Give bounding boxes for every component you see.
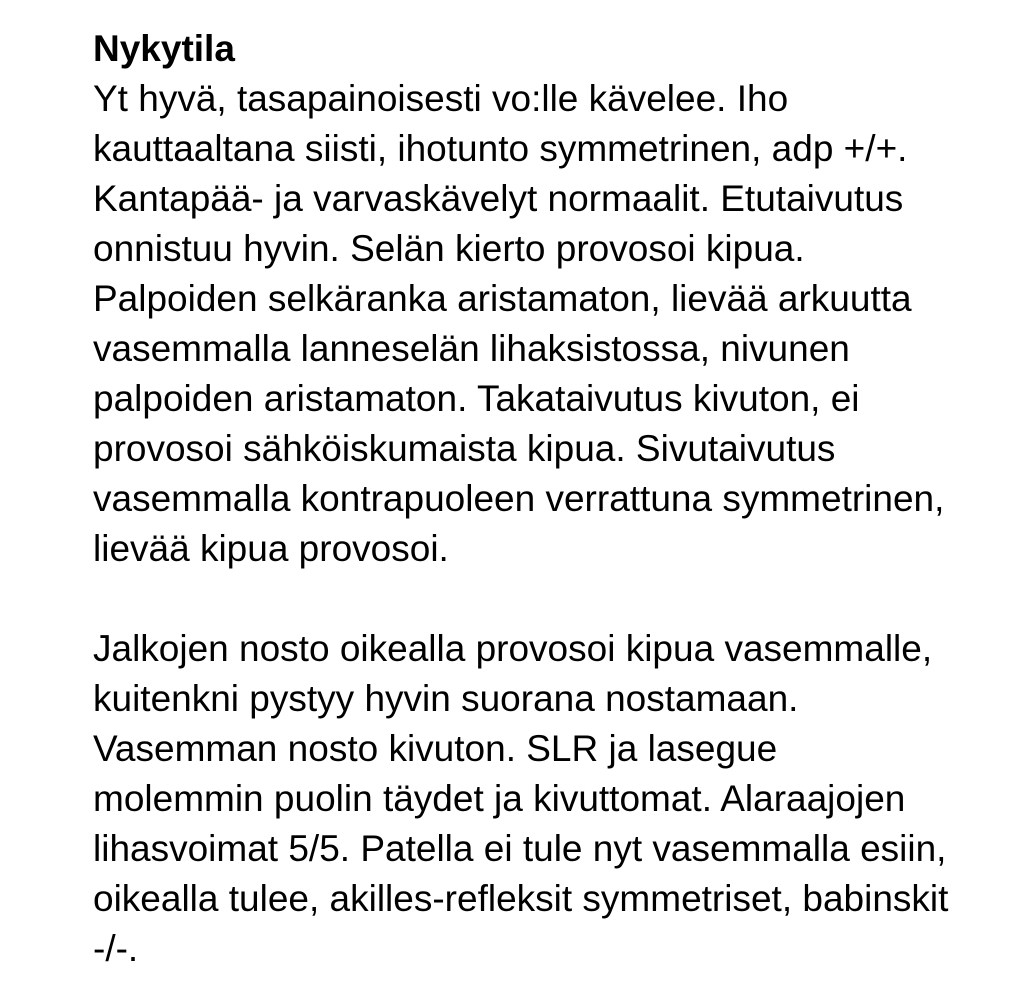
text-line: molemmin puolin täydet ja kivuttomat. Alaraajojen bbox=[93, 778, 906, 819]
paragraph-exam-findings bbox=[93, 74, 1022, 574]
text-line: vasemmalla lanneselän lihaksistossa, nivunen bbox=[93, 328, 850, 369]
text-line: oikealla tulee, akilles-refleksit symmetriset, babinskit bbox=[93, 878, 949, 919]
text-line: Yt hyvä, tasapainoisesti vo:lle kävelee. Iho bbox=[93, 78, 789, 119]
text-line: palpoiden aristamaton. Takataivutus kivuton, ei bbox=[93, 378, 860, 419]
text-line: Vasemman nosto kivuton. SLR ja lasegue bbox=[93, 728, 778, 769]
paragraph-leg-raise-findings bbox=[93, 624, 1022, 974]
text-line: lievää kipua provosoi. bbox=[93, 528, 449, 569]
text-line: Jalkojen nosto oikealla provosoi kipua vasemmalle, bbox=[93, 628, 933, 669]
text-line: kauttaaltana siisti, ihotunto symmetrinen, adp +/+. bbox=[93, 128, 908, 169]
text-line: Kantapää- ja varvaskävelyt normaalit. Etutaivutus bbox=[93, 178, 904, 219]
text-line: lihasvoimat 5/5. Patella ei tule nyt vasemmalla esiin, bbox=[93, 828, 947, 869]
section-title: Nykytila bbox=[93, 28, 235, 69]
text-line: onnistuu hyvin. Selän kierto provosoi kipua. bbox=[93, 228, 805, 269]
text-line: vasemmalla kontrapuoleen verrattuna symmetrinen, bbox=[93, 478, 945, 519]
text-line: provosoi sähköiskumaista kipua. Sivutaivutus bbox=[93, 428, 836, 469]
text-line: kuitenkni pystyy hyvin suorana nostamaan. bbox=[93, 678, 799, 719]
text-line: -/-. bbox=[93, 928, 139, 969]
text-line: Palpoiden selkäranka aristamaton, lievää arkuutta bbox=[93, 278, 912, 319]
